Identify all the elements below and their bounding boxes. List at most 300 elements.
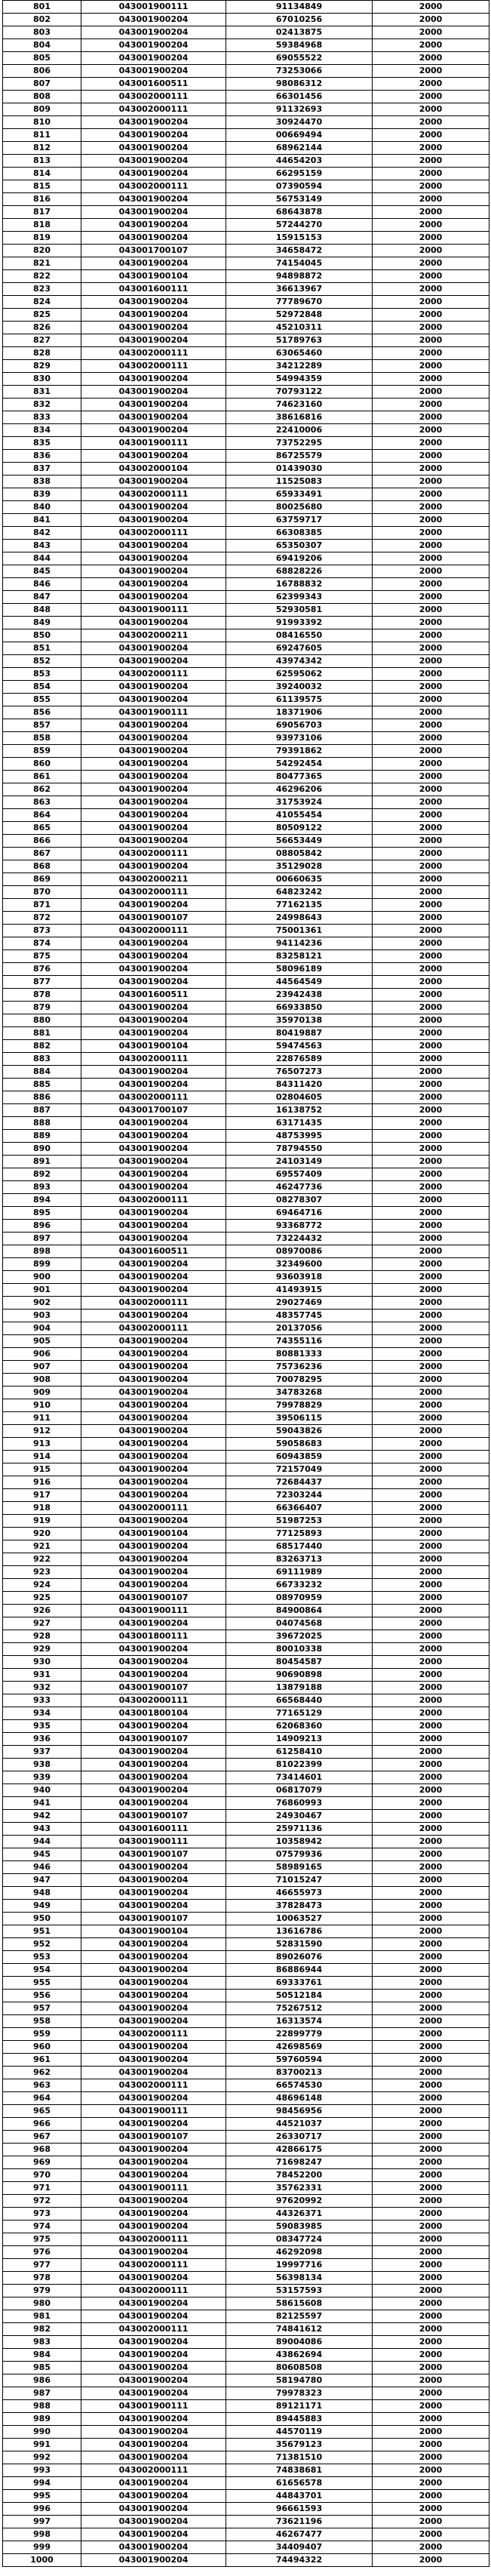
code-cell: 043001900204 [81,1233,226,1245]
row-number-cell: 875 [3,950,81,963]
code-cell: 043001900111 [81,1836,226,1848]
amount-cell: 2000 [373,1399,489,1412]
reference-number-cell: 13616786 [226,1925,373,1938]
reference-number-cell: 35762331 [226,2182,373,2195]
table-row [3,1720,489,1733]
amount-cell: 2000 [373,1836,489,1848]
table-row [3,1951,489,1964]
code-cell: 043002000111 [81,1053,226,1066]
amount-cell: 2000 [373,475,489,488]
amount-cell: 2000 [373,514,489,527]
reference-number-cell: 51789763 [226,334,373,347]
table-row [3,860,489,873]
row-number-cell: 805 [3,52,81,65]
row-number-cell: 870 [3,886,81,899]
row-number-cell: 810 [3,116,81,129]
code-cell: 043001600511 [81,1245,226,1258]
reference-number-cell: 69419206 [226,552,373,565]
table-row [3,1592,489,1605]
table-row [3,450,489,463]
amount-cell: 2000 [373,950,489,963]
amount-cell: 2000 [373,1489,489,1502]
table-row [3,373,489,386]
code-cell: 043001900204 [81,155,226,168]
row-number-cell: 887 [3,1104,81,1117]
code-cell: 043001900204 [81,1887,226,1900]
row-number-cell: 895 [3,1207,81,1220]
reference-number-cell: 61258410 [226,1746,373,1759]
amount-cell: 2000 [373,1669,489,1682]
row-number-cell: 884 [3,1066,81,1079]
code-cell: 043001900204 [81,1156,226,1168]
row-number-cell: 965 [3,2105,81,2118]
row-number-cell: 917 [3,1489,81,1502]
amount-cell: 2000 [373,2554,489,2567]
row-number-cell: 850 [3,629,81,642]
table-row [3,706,489,719]
table-row [3,334,489,347]
table-row [3,1091,489,1104]
row-number-cell: 885 [3,1079,81,1091]
reference-number-cell: 93973106 [226,732,373,745]
row-number-cell: 968 [3,2144,81,2156]
code-cell: 043001900204 [81,424,226,437]
amount-cell: 2000 [373,1143,489,1156]
code-cell: 043001900204 [81,2554,226,2567]
row-number-cell: 858 [3,732,81,745]
reference-number-cell: 59474563 [226,1040,373,1053]
row-number-cell: 855 [3,694,81,706]
row-number-cell: 962 [3,2067,81,2079]
reference-number-cell: 75001361 [226,925,373,937]
records-table [2,0,489,2567]
amount-cell: 2000 [373,1463,489,1476]
reference-number-cell: 91993392 [226,617,373,629]
amount-cell: 2000 [373,1951,489,1964]
table-row [3,2439,489,2451]
code-cell: 043002000111 [81,180,226,193]
code-cell: 043002000111 [81,2323,226,2336]
reference-number-cell: 91132693 [226,103,373,116]
table-row [3,2195,489,2208]
code-cell: 043001900204 [81,168,226,180]
row-number-cell: 952 [3,1938,81,1951]
code-cell: 043001900107 [81,1848,226,1861]
row-number-cell: 836 [3,450,81,463]
row-number-cell: 813 [3,155,81,168]
amount-cell: 2000 [373,2015,489,2028]
amount-cell: 2000 [373,1823,489,1836]
row-number-cell: 889 [3,1130,81,1143]
reference-number-cell: 59083985 [226,2221,373,2233]
reference-number-cell: 20137056 [226,1322,373,1335]
code-cell: 043002000111 [81,886,226,899]
code-cell: 043002000111 [81,1694,226,1707]
row-number-cell: 867 [3,848,81,860]
reference-number-cell: 29027469 [226,1297,373,1310]
reference-number-cell: 44654203 [226,155,373,168]
reference-number-cell: 74154045 [226,257,373,270]
row-number-cell: 879 [3,1002,81,1014]
row-number-cell: 897 [3,1233,81,1245]
table-row [3,52,489,65]
row-number-cell: 904 [3,1322,81,1335]
code-cell: 043001900204 [81,2477,226,2490]
reference-number-cell: 57244270 [226,219,373,232]
row-number-cell: 824 [3,296,81,309]
row-number-cell: 910 [3,1399,81,1412]
reference-number-cell: 56653449 [226,835,373,848]
table-row [3,552,489,565]
amount-cell: 2000 [373,155,489,168]
code-cell: 043001900204 [81,617,226,629]
amount-cell: 2000 [373,1156,489,1168]
reference-number-cell: 35129028 [226,860,373,873]
reference-number-cell: 46296206 [226,783,373,796]
reference-number-cell: 43974342 [226,655,373,668]
reference-number-cell: 35970138 [226,1014,373,1027]
row-number-cell: 1000 [3,2554,81,2567]
amount-cell: 2000 [373,360,489,373]
table-row [3,1694,489,1707]
amount-cell: 2000 [373,925,489,937]
code-cell: 043001900107 [81,912,226,925]
amount-cell: 2000 [373,1014,489,1027]
amount-cell: 2000 [373,2336,489,2349]
reference-number-cell: 68828226 [226,565,373,578]
row-number-cell: 807 [3,78,81,91]
table-row [3,2541,489,2554]
amount-cell: 2000 [373,848,489,860]
table-row [3,347,489,360]
amount-cell: 2000 [373,2323,489,2336]
row-number-cell: 980 [3,2297,81,2310]
code-cell: 043001900204 [81,411,226,424]
amount-cell: 2000 [373,1425,489,1438]
table-row [3,1104,489,1117]
code-cell: 043001900204 [81,1964,226,1977]
reference-number-cell: 58096189 [226,963,373,976]
code-cell: 043001900204 [81,206,226,219]
reference-number-cell: 58615608 [226,2297,373,2310]
amount-cell: 2000 [373,2400,489,2413]
reference-number-cell: 00660635 [226,873,373,886]
row-number-cell: 802 [3,14,81,26]
code-cell: 043001900204 [81,514,226,527]
amount-cell: 2000 [373,1027,489,1040]
reference-number-cell: 44570119 [226,2426,373,2439]
amount-cell: 2000 [373,116,489,129]
amount-cell: 2000 [373,219,489,232]
reference-number-cell: 79978323 [226,2387,373,2400]
table-row [3,437,489,450]
code-cell: 043001900204 [81,2297,226,2310]
row-number-cell: 920 [3,1528,81,1540]
reference-number-cell: 80608508 [226,2362,373,2374]
code-cell: 043001900204 [81,1476,226,1489]
table-row [3,565,489,578]
amount-cell: 2000 [373,2464,489,2477]
code-cell: 043001900204 [81,1720,226,1733]
amount-cell: 2000 [373,334,489,347]
reference-number-cell: 51987253 [226,1515,373,1528]
reference-number-cell: 41493915 [226,1284,373,1297]
code-cell: 043001800111 [81,1630,226,1643]
code-cell: 043001900111 [81,2105,226,2118]
amount-cell: 2000 [373,322,489,334]
table-row [3,2092,489,2105]
amount-cell: 2000 [373,1194,489,1207]
row-number-cell: 906 [3,1348,81,1361]
amount-cell: 2000 [373,2105,489,2118]
amount-cell: 2000 [373,937,489,950]
table-row [3,1605,489,1617]
amount-cell: 2000 [373,835,489,848]
row-number-cell: 847 [3,591,81,604]
amount-cell: 2000 [373,681,489,694]
table-row [3,873,489,886]
row-number-cell: 843 [3,540,81,552]
amount-cell: 2000 [373,1784,489,1797]
amount-cell: 2000 [373,2067,489,2079]
code-cell: 043001700107 [81,1104,226,1117]
row-number-cell: 823 [3,283,81,296]
table-row [3,2169,489,2182]
amount-cell: 2000 [373,1887,489,1900]
reference-number-cell: 74841612 [226,2323,373,2336]
code-cell: 043001900204 [81,1656,226,1669]
amount-cell: 2000 [373,1476,489,1489]
row-number-cell: 865 [3,822,81,835]
code-cell: 043001900111 [81,1605,226,1617]
amount-cell: 2000 [373,1964,489,1977]
row-number-cell: 994 [3,2477,81,2490]
code-cell: 043002000211 [81,629,226,642]
code-cell: 043001900111 [81,437,226,450]
code-cell: 043002000111 [81,2259,226,2272]
table-row [3,1399,489,1412]
code-cell: 043001900204 [81,1797,226,1810]
row-number-cell: 868 [3,860,81,873]
reference-number-cell: 80881333 [226,1348,373,1361]
code-cell: 043001700107 [81,245,226,257]
code-cell: 043001900204 [81,296,226,309]
code-cell: 043001900204 [81,39,226,52]
row-number-cell: 954 [3,1964,81,1977]
amount-cell: 2000 [373,2272,489,2285]
amount-cell: 2000 [373,1977,489,1990]
row-number-cell: 979 [3,2285,81,2297]
reference-number-cell: 72303244 [226,1489,373,1502]
amount-cell: 2000 [373,1925,489,1938]
amount-cell: 2000 [373,296,489,309]
code-cell: 043001900204 [81,2015,226,2028]
row-number-cell: 851 [3,642,81,655]
amount-cell: 2000 [373,1079,489,1091]
table-row [3,1207,489,1220]
row-number-cell: 981 [3,2310,81,2323]
code-cell: 043001900204 [81,399,226,411]
row-number-cell: 938 [3,1759,81,1771]
reference-number-cell: 18371906 [226,706,373,719]
code-cell: 043001900204 [81,1438,226,1451]
amount-cell: 2000 [373,591,489,604]
reference-number-cell: 46655973 [226,1887,373,1900]
row-number-cell: 804 [3,39,81,52]
table-row [3,168,489,180]
code-cell: 043001900204 [81,193,226,206]
code-cell: 043002000111 [81,1502,226,1515]
amount-cell: 2000 [373,886,489,899]
amount-cell: 2000 [373,1605,489,1617]
code-cell: 043001900204 [81,552,226,565]
table-row [3,2451,489,2464]
row-number-cell: 985 [3,2362,81,2374]
reference-number-cell: 15915153 [226,232,373,245]
row-number-cell: 864 [3,809,81,822]
table-row [3,1412,489,1425]
reference-number-cell: 80419887 [226,1027,373,1040]
table-row [3,1682,489,1694]
reference-number-cell: 08347724 [226,2233,373,2246]
amount-cell: 2000 [373,1053,489,1066]
table-row [3,719,489,732]
row-number-cell: 834 [3,424,81,437]
code-cell: 043001900107 [81,1592,226,1605]
amount-cell: 2000 [373,1104,489,1117]
table-row [3,1335,489,1348]
row-number-cell: 941 [3,1797,81,1810]
code-cell: 043001900111 [81,2182,226,2195]
table-row [3,1746,489,1759]
reference-number-cell: 83700213 [226,2067,373,2079]
row-number-cell: 943 [3,1823,81,1836]
code-cell: 043001900204 [81,2490,226,2503]
code-cell: 043001900204 [81,1207,226,1220]
row-number-cell: 930 [3,1656,81,1669]
amount-cell: 2000 [373,771,489,783]
row-number-cell: 900 [3,1271,81,1284]
row-number-cell: 863 [3,796,81,809]
row-number-cell: 921 [3,1540,81,1553]
amount-cell: 2000 [373,527,489,540]
row-number-cell: 890 [3,1143,81,1156]
row-number-cell: 820 [3,245,81,257]
amount-cell: 2000 [373,26,489,39]
reference-number-cell: 83258121 [226,950,373,963]
amount-cell: 2000 [373,1528,489,1540]
code-cell: 043001900204 [81,2156,226,2169]
table-row [3,937,489,950]
code-cell: 043001900204 [81,1566,226,1579]
table-row [3,642,489,655]
table-row [3,2156,489,2169]
amount-cell: 2000 [373,822,489,835]
table-row [3,2028,489,2041]
amount-cell: 2000 [373,1361,489,1374]
reference-number-cell: 81022399 [226,1759,373,1771]
reference-number-cell: 07390594 [226,180,373,193]
reference-number-cell: 89026076 [226,1951,373,1964]
code-cell: 043001900204 [81,1220,226,1233]
table-row [3,1476,489,1489]
amount-cell: 2000 [373,706,489,719]
amount-cell: 2000 [373,1656,489,1669]
amount-cell: 2000 [373,2195,489,2208]
table-row [3,206,489,219]
amount-cell: 2000 [373,1797,489,1810]
amount-cell: 2000 [373,1579,489,1592]
table-row [3,2233,489,2246]
code-cell: 043001900204 [81,2246,226,2259]
amount-cell: 2000 [373,2118,489,2131]
amount-cell: 2000 [373,1335,489,1348]
code-cell: 043002000111 [81,488,226,501]
code-cell: 043001900204 [81,1271,226,1284]
reference-number-cell: 59043826 [226,1425,373,1438]
code-cell: 043001900204 [81,2413,226,2426]
reference-number-cell: 08805842 [226,848,373,860]
row-number-cell: 923 [3,1566,81,1579]
code-cell: 043001900204 [81,2528,226,2541]
amount-cell: 2000 [373,1220,489,1233]
reference-number-cell: 79391862 [226,745,373,758]
amount-cell: 2000 [373,1438,489,1451]
code-cell: 043001900204 [81,745,226,758]
row-number-cell: 872 [3,912,81,925]
row-number-cell: 969 [3,2156,81,2169]
row-number-cell: 936 [3,1733,81,1746]
code-cell: 043001900204 [81,450,226,463]
code-cell: 043001900204 [81,142,226,155]
table-row [3,1027,489,1040]
row-number-cell: 886 [3,1091,81,1104]
reference-number-cell: 74355116 [226,1335,373,1348]
row-number-cell: 949 [3,1900,81,1913]
amount-cell: 2000 [373,1617,489,1630]
amount-cell: 2000 [373,245,489,257]
table-row [3,950,489,963]
code-cell: 043001900204 [81,2002,226,2015]
table-row [3,2349,489,2362]
row-number-cell: 854 [3,681,81,694]
reference-number-cell: 78794550 [226,1143,373,1156]
table-row [3,925,489,937]
reference-number-cell: 64823242 [226,886,373,899]
reference-number-cell: 79978829 [226,1399,373,1412]
code-cell: 043001900204 [81,950,226,963]
row-number-cell: 845 [3,565,81,578]
reference-number-cell: 02413875 [226,26,373,39]
code-cell: 043001900204 [81,1990,226,2002]
reference-number-cell: 26330717 [226,2131,373,2144]
reference-number-cell: 16313574 [226,2015,373,2028]
table-row [3,514,489,527]
reference-number-cell: 89445883 [226,2413,373,2426]
reference-number-cell: 25971136 [226,1823,373,1836]
reference-number-cell: 62595062 [226,668,373,681]
code-cell: 043001900204 [81,2362,226,2374]
amount-cell: 2000 [373,463,489,475]
code-cell: 043002000111 [81,848,226,860]
amount-cell: 2000 [373,103,489,116]
reference-number-cell: 22899779 [226,2028,373,2041]
reference-number-cell: 06817079 [226,1784,373,1797]
amount-cell: 2000 [373,1707,489,1720]
reference-number-cell: 61656578 [226,2477,373,2490]
table-row [3,463,489,475]
reference-number-cell: 73752295 [226,437,373,450]
